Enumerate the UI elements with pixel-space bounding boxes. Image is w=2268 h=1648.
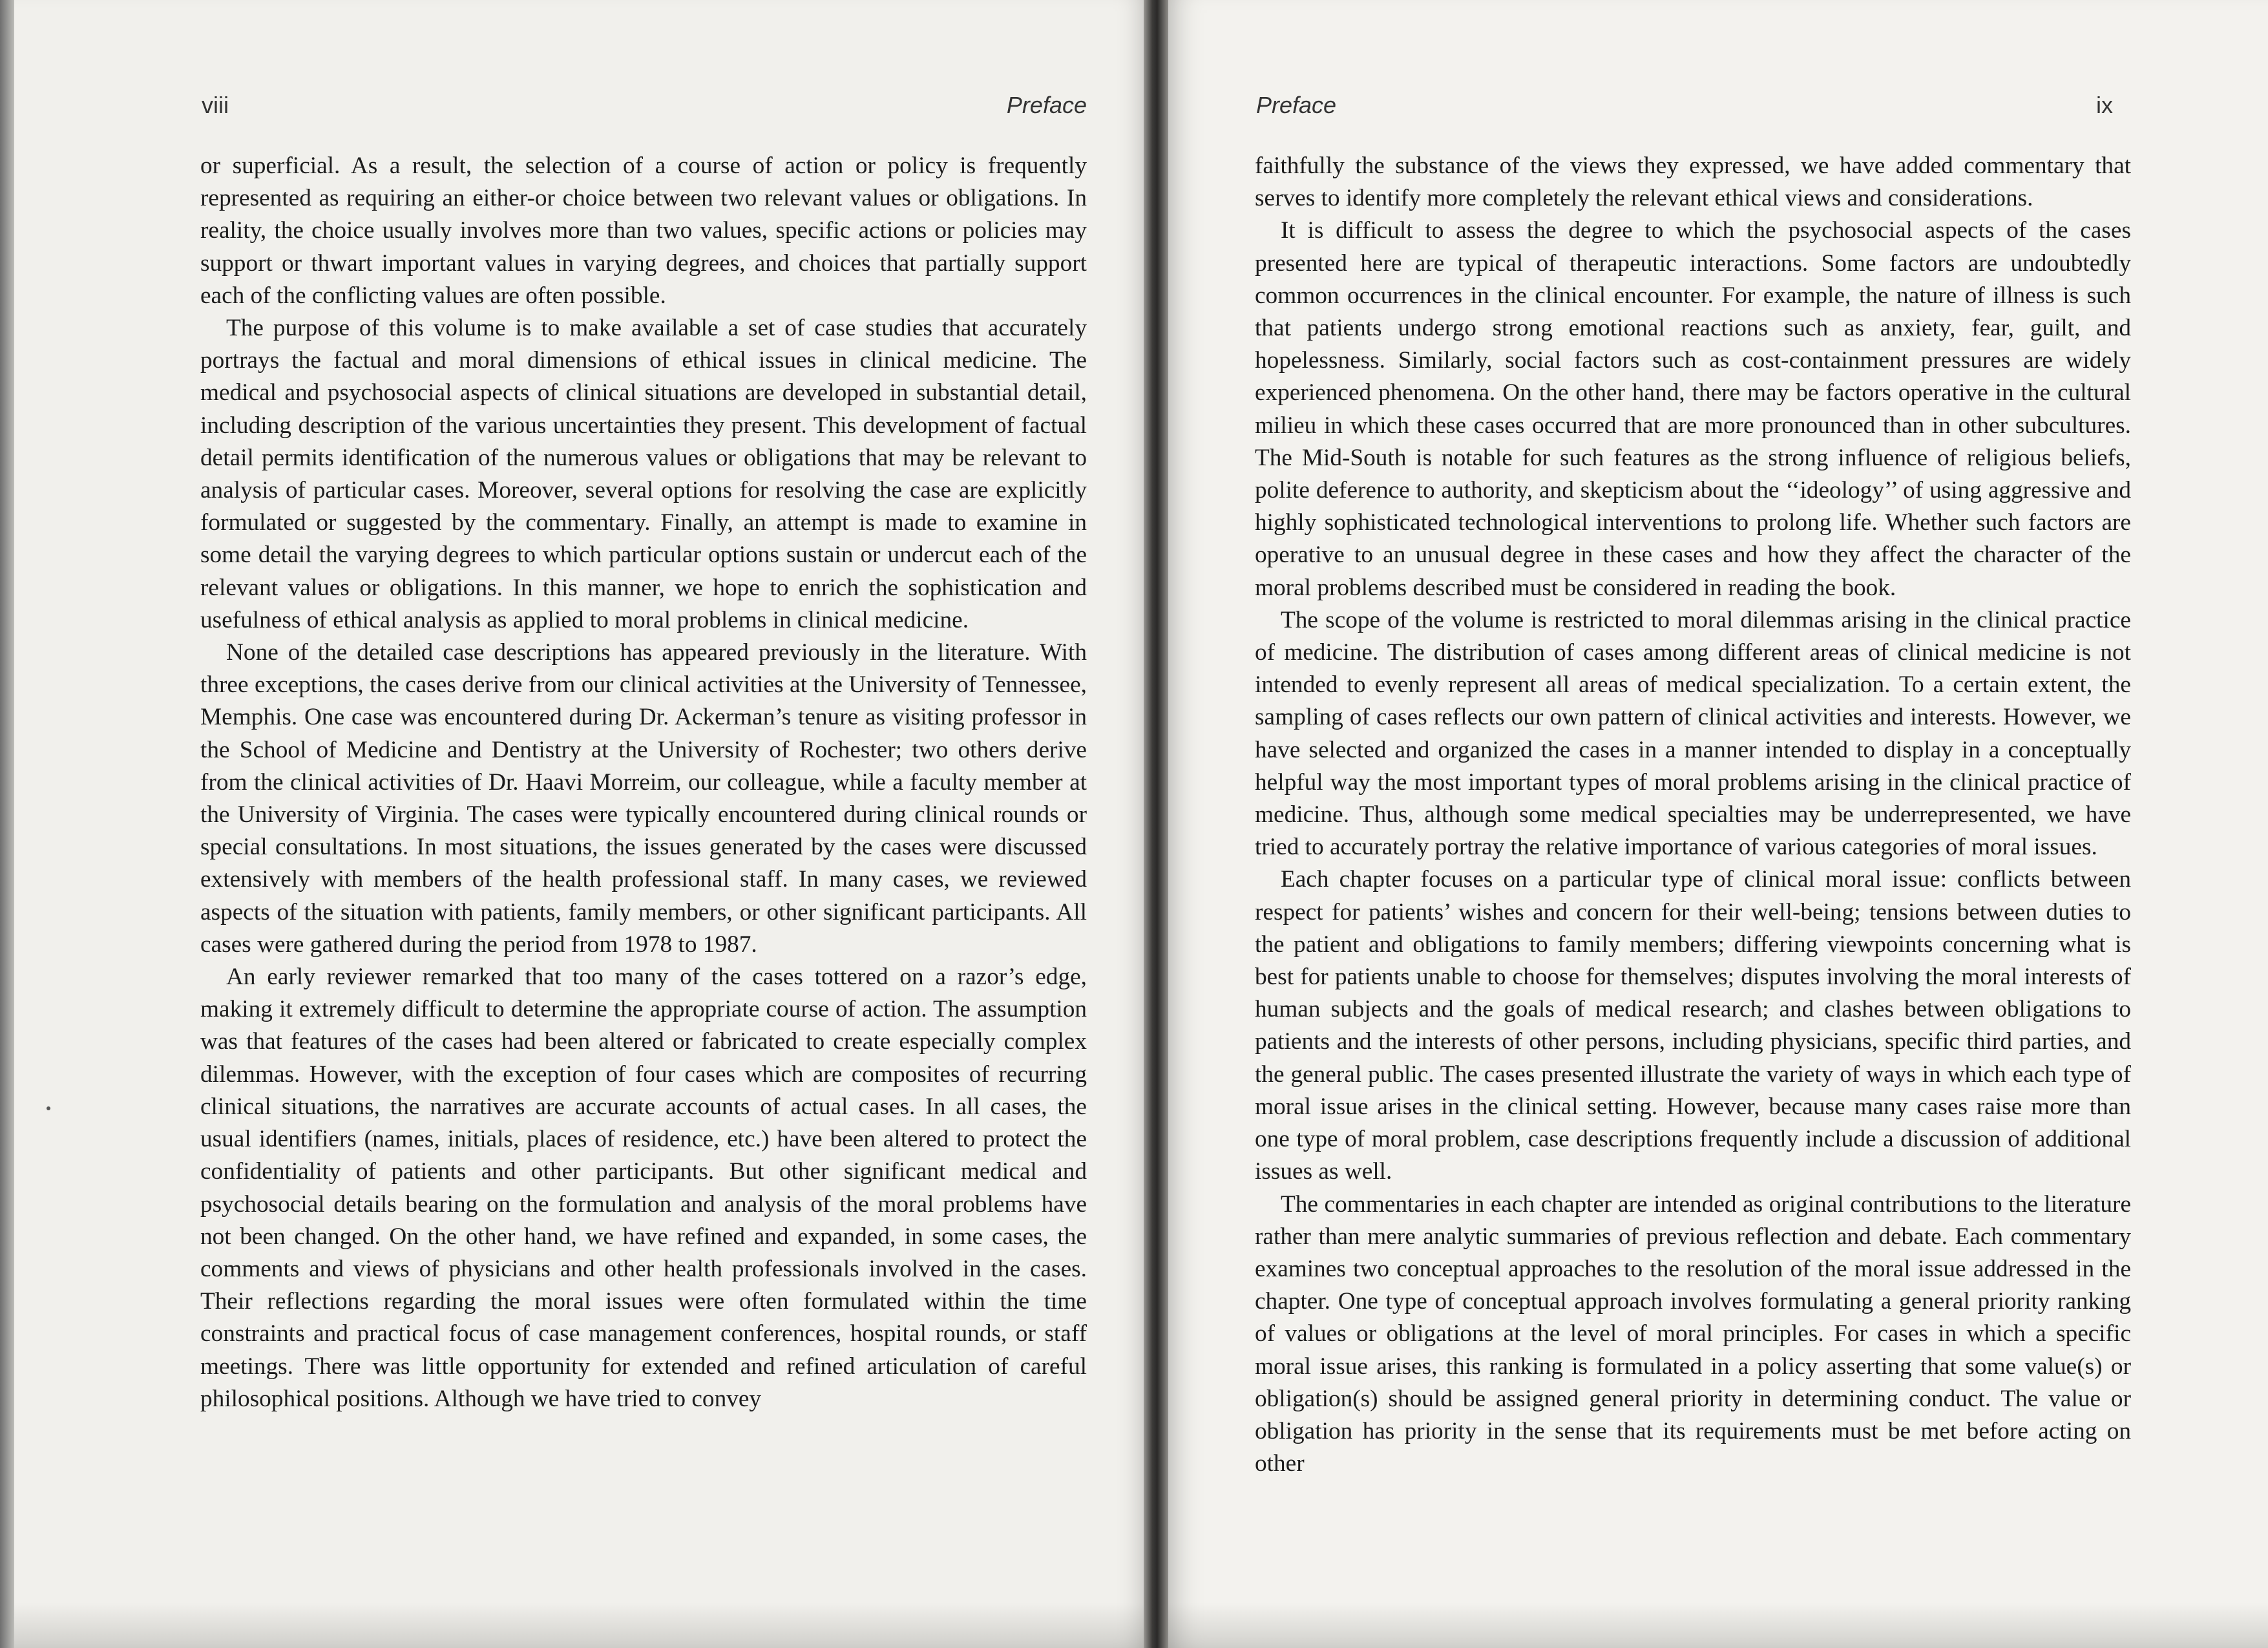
right-paragraph-4: Each chapter focuses on a particular type of clinical moral issue: conflicts between respect for patients’ wishes and concern for their well-being; tensions between duties to the patient and obligations to family members; differing viewpoints concerning what is best for patients unable to choose for themselves; disputes involving the moral interests of human subjects and the goals of medical research; and clashes between obligations to patients and the interests of other persons, including physicians, specific third parties, and the general public. The cases presented illustrate the variety of ways in which each type of moral issue arises in the clinical setting. However, because many cases raise more than one type of moral problem, case descriptions frequently include a discussion of additional issues as well. [1255,866,2131,1185]
right-paragraph-5: The commentaries in each chapter are intended as original contributions to the literature rather than mere analytic summaries of previous reflection and debate. Each commentary examines two conceptual approaches to the resolution of the moral issue addressed in the chapter. One type of conceptual approach involves formulating a general priority ranking of values or obligations at the level of moral principles. For cases in which a specific moral issue arises, this ranking is formulated in a policy asserting that some value(s) or obligation(s) should be assigned general priority in determining conduct. The value or obligation has priority in the sense that its requirements must be met before acting on other [1255,1190,2131,1477]
right-page-folio: ix [2096,92,2113,118]
right-paragraph-2: It is difficult to assess the degree to which the psychosocial aspects of the cases presented here are typical of therapeutic interactions. Some factors are undoubtedly common occurrences in the clinical encounter. For example, the nature of illness is such that patients undergo strong emotional reactions such as anxiety, fear, guilt, and hopelessness. Similarly, social factors such as cost-containment pressures are widely experienced phenomena. On the other hand, there may be factors operative in the cultural milieu in which these cases occurred that are more pronounced than in other subcultures. The Mid-South is notable for such features as the strong influence of religious beliefs, polite deference to authority, and skepticism about the ‘‘ideology’’ of using aggressive and highly sophisticated technological interventions to prolong life. Whether such factors are operative to an unusual degree in these cases and how they affect the character of the moral problems described must be considered in reading the book. [1255,217,2131,601]
right-paragraph-3: The scope of the volume is restricted to moral dilemmas arising in the clinical practice of medicine. The distribution of cases among different areas of clinical medicine is not intended to evenly represent all areas of medical specialization. To a certain extent, the sampling of cases reflects our own pattern of clinical activities and interests. However, we have selected and organized the cases in a manner intended to display in a conceptually helpful way the most important types of moral problems arising in the clinical practice of medicine. Thus, although some medical specialties may be underrepresented, we have tried to accurately portray the relative importance of various categories of moral issues. [1255,606,2131,861]
right-page-bottom-shadow [1168,1603,2268,1648]
left-page-bottom-shadow [14,1603,1144,1648]
book-gutter [1144,0,1168,1648]
left-paragraph-1: or superficial. As a result, the selection of a course of action or policy is frequently represented as requiring an either-or choice between two relevant values or obligations. In reality, the choice usually involves more than two values, specific actions or policies may support or thwart important values in varying degrees, and choices that partially support each of the conflicting values are often possible. [200,153,1087,309]
scan-speck [47,1106,50,1110]
right-page-body [1255,150,2131,1480]
right-paragraph-1: faithfully the substance of the views they expressed, we have added commentary that serves to identify more completely the relevant ethical views and considerations. [1255,153,2131,212]
left-running-head: Preface [1006,92,1087,118]
left-paragraph-4: An early reviewer remarked that too many of the cases tottered on a razor’s edge, making it extremely difficult to determine the appropriate course of action. The assumption was that features of the cases had been altered or fabricated to create especially complex dilemmas. However, with the exception of four cases which are composites of recurring clinical situations, the narratives are accurate accounts of actual cases. In all cases, the usual identifiers (names, initials, places of residence, etc.) have been altered to protect the confidentiality of patients and other participants. But other significant medical and psychosocial details bearing on the formulation and analysis of the moral problems have not been changed. On the other hand, we have refined and expanded, in some cases, the comments and views of physicians and other health professionals involved in the cases. Their reflections regarding the moral issues were often formulated within the time constraints and practical focus of case management conferences, hospital rounds, or staff meetings. There was little opportunity for extended and refined articulation of careful philosophical positions. Although we have tried to convey [200,964,1087,1412]
left-page-body [200,150,1087,1415]
left-page [14,0,1144,1648]
left-page-folio: viii [202,92,229,118]
left-paragraph-2: The purpose of this volume is to make available a set of case studies that accurately portrays the factual and moral dimensions of ethical issues in clinical medicine. The medical and psychosocial aspects of clinical situations are developed in substantial detail, including description of the various uncertainties they present. This development of factual detail permits identification of the numerous values or obligations that may be relevant to analysis of particular cases. Moreover, several options for resolving the case are explicitly formulated or suggested by the commentary. Finally, an attempt is made to examine in some detail the varying degrees to which particular options sustain or undercut each of the relevant values or obligations. In this manner, we hope to enrich the sophistication and usefulness of ethical analysis as applied to moral problems in clinical medicine. [200,315,1087,633]
left-paragraph-3: None of the detailed case descriptions has appeared previously in the literature. With three exceptions, the cases derive from our clinical activities at the University of Tennessee, Memphis. One case was encountered during Dr. Ackerman’s tenure as visiting professor in the School of Medicine and Dentistry at the University of Rochester; two others derive from the clinical activities of Dr. Haavi Morreim, our colleague, while a faculty member at the University of Virginia. The cases were typically encountered during clinical rounds or special consultations. In most situations, the issues generated by the cases were discussed extensively with members of the health professional staff. In many cases, we reviewed aspects of the situation with patients, family members, or other significant participants. All cases were gathered during the period from 1978 to 1987. [200,639,1087,958]
right-page [1168,0,2268,1648]
right-running-head: Preface [1256,92,1337,118]
scan-edge-left [0,0,14,1648]
